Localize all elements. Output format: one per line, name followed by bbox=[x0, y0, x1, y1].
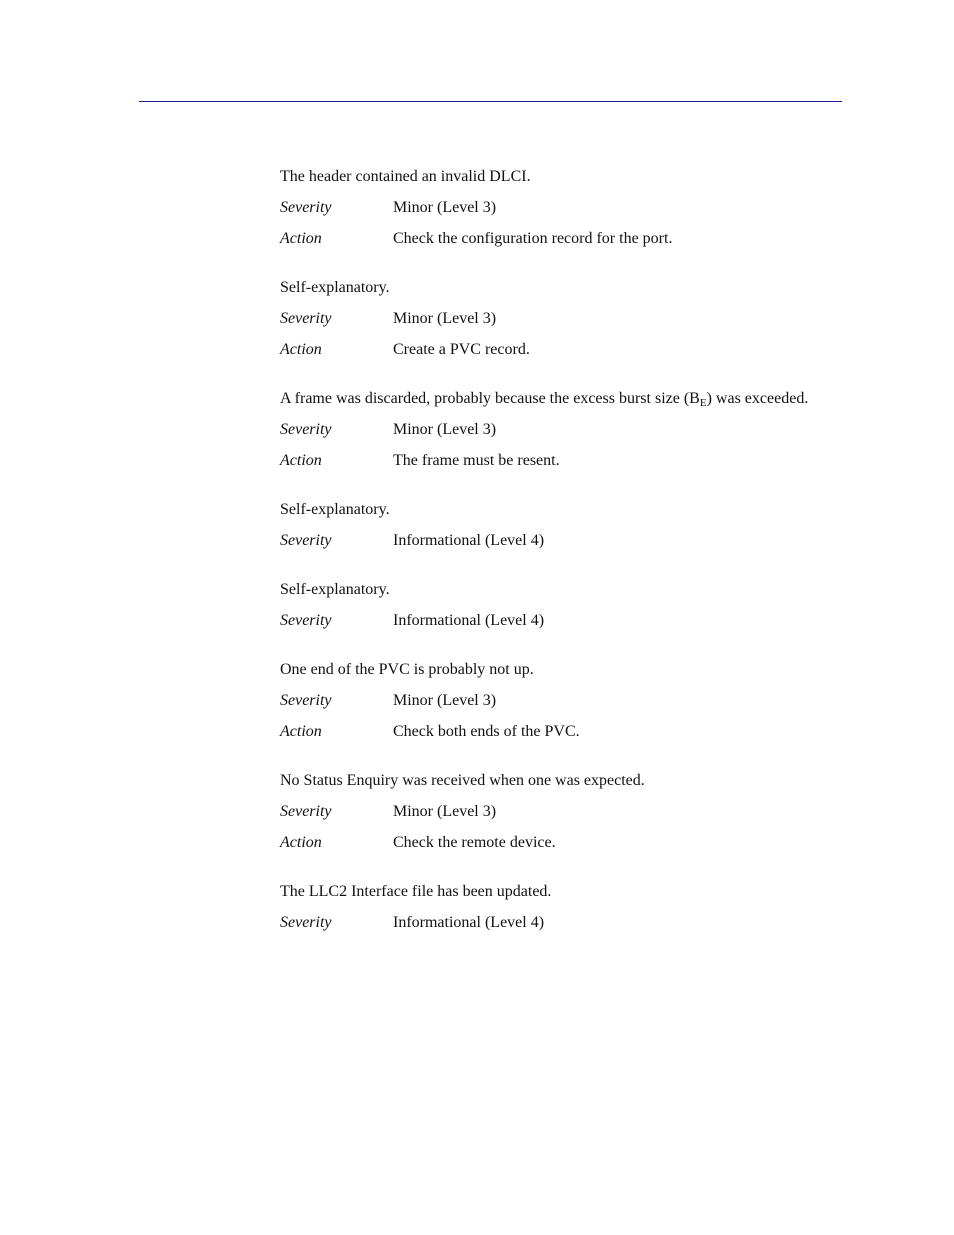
action-label: Action bbox=[280, 723, 322, 740]
severity-label: Severity bbox=[280, 692, 332, 709]
severity-value: Informational (Level 4) bbox=[393, 914, 545, 931]
severity-label: Severity bbox=[280, 612, 332, 629]
action-label: Action bbox=[280, 230, 322, 247]
action-value: Check the remote device. bbox=[393, 834, 556, 851]
message-entry bbox=[280, 771, 860, 853]
severity-row bbox=[280, 420, 860, 440]
action-value: The frame must be resent. bbox=[393, 452, 560, 469]
message-description: No Status Enquiry was received when one was expected. bbox=[280, 772, 645, 789]
severity-label: Severity bbox=[280, 532, 332, 549]
severity-row bbox=[280, 611, 860, 631]
severity-value: Informational (Level 4) bbox=[393, 612, 545, 629]
severity-row bbox=[280, 531, 860, 551]
message-entry bbox=[280, 882, 860, 933]
action-row bbox=[280, 451, 860, 471]
message-description: Self-explanatory. bbox=[280, 501, 390, 518]
description-text-before: A frame was discarded, probably because the excess burst size (B bbox=[280, 390, 700, 407]
message-list bbox=[280, 167, 860, 944]
action-row bbox=[280, 833, 860, 853]
message-description: Self-explanatory. bbox=[280, 279, 390, 296]
action-row bbox=[280, 229, 860, 249]
severity-label: Severity bbox=[280, 199, 332, 216]
action-value: Check the configuration record for the port. bbox=[393, 230, 673, 247]
description-subscript: E bbox=[699, 397, 707, 409]
severity-label: Severity bbox=[280, 310, 332, 327]
severity-value: Informational (Level 4) bbox=[393, 532, 545, 549]
severity-row bbox=[280, 802, 860, 822]
severity-value: Minor (Level 3) bbox=[393, 421, 497, 438]
description-text-after: ) was exceeded. bbox=[706, 390, 809, 407]
header-rule bbox=[139, 101, 842, 102]
severity-row bbox=[280, 309, 860, 329]
action-value: Create a PVC record. bbox=[393, 341, 530, 358]
severity-row bbox=[280, 913, 860, 933]
message-description bbox=[280, 389, 860, 409]
message-description: The header contained an invalid DLCI. bbox=[280, 168, 531, 185]
severity-row bbox=[280, 691, 860, 711]
message-entry bbox=[280, 389, 860, 471]
message-description: Self-explanatory. bbox=[280, 581, 390, 598]
severity-value: Minor (Level 3) bbox=[393, 692, 497, 709]
severity-value: Minor (Level 3) bbox=[393, 310, 497, 327]
message-entry bbox=[280, 660, 860, 742]
action-label: Action bbox=[280, 452, 322, 469]
action-row bbox=[280, 340, 860, 360]
severity-label: Severity bbox=[280, 421, 332, 438]
severity-label: Severity bbox=[280, 914, 332, 931]
severity-label: Severity bbox=[280, 803, 332, 820]
severity-value: Minor (Level 3) bbox=[393, 199, 497, 216]
action-value: Check both ends of the PVC. bbox=[393, 723, 580, 740]
message-entry bbox=[280, 278, 860, 360]
message-description: One end of the PVC is probably not up. bbox=[280, 661, 534, 678]
action-label: Action bbox=[280, 341, 322, 358]
severity-row bbox=[280, 198, 860, 218]
action-label: Action bbox=[280, 834, 322, 851]
message-description: The LLC2 Interface file has been updated. bbox=[280, 883, 552, 900]
message-entry bbox=[280, 580, 860, 631]
message-entry bbox=[280, 500, 860, 551]
message-entry bbox=[280, 167, 860, 249]
action-row bbox=[280, 722, 860, 742]
severity-value: Minor (Level 3) bbox=[393, 803, 497, 820]
